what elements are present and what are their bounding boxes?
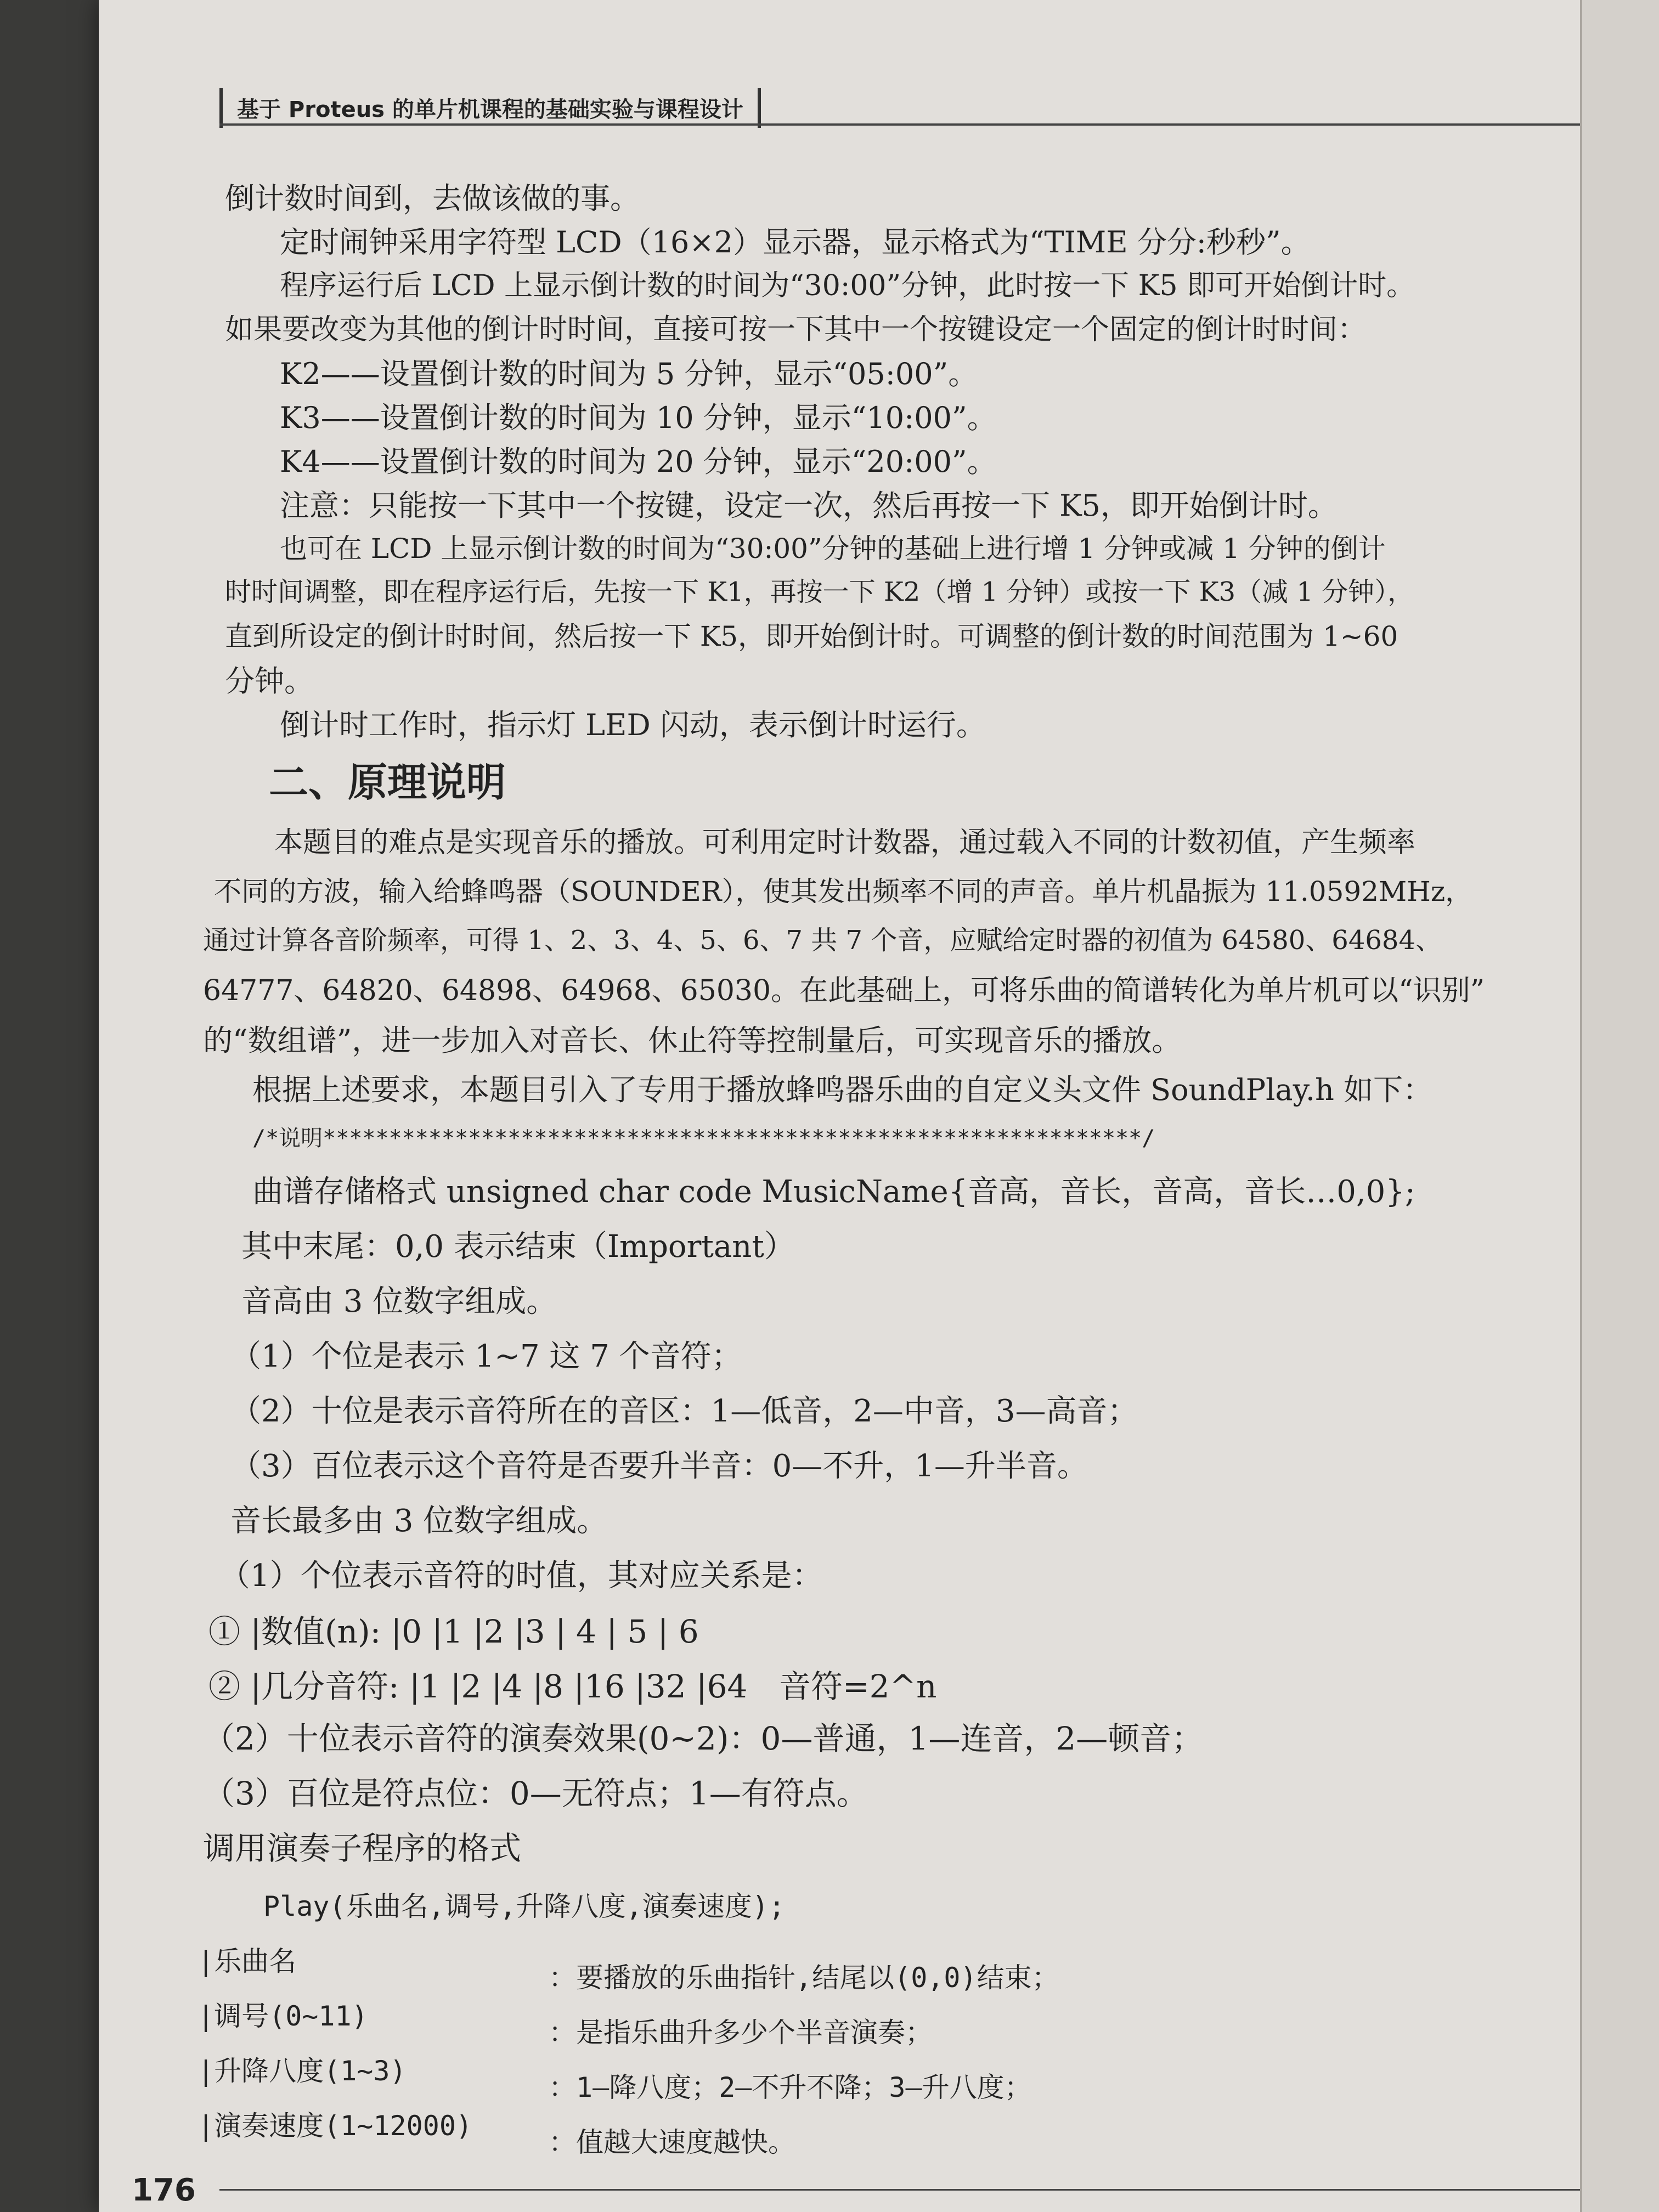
- section-heading: 二、原理说明: [269, 759, 506, 805]
- param-desc: ：值越大速度越快。: [549, 2126, 795, 2158]
- text-line: 音长最多由 3 位数字组成。: [230, 1503, 608, 1539]
- param-desc: ：要播放的乐曲指针,结尾以(0,0)结束；: [549, 1962, 1059, 1994]
- text-line: 的“数组谱”，进一步加入对音长、休止符等控制量后，可实现音乐的播放。: [203, 1023, 1182, 1058]
- param-desc: ：1—降八度；2—不升不降；3—升八度；: [549, 2072, 1032, 2103]
- text-line: （2）十位表示音符的演奏效果(0~2)：0—普通，1—连音，2—顿音；: [203, 1720, 1204, 1757]
- text-line: 分钟。: [225, 664, 314, 698]
- text-line: 程序运行后 LCD 上显示倒计数的时间为“30:00”分钟，此时按一下 K5 即可开始倒计时。: [280, 269, 1415, 302]
- text-line: 时时间调整，即在程序运行后，先按一下 K1，再按一下 K2（增 1 分钟）或按一下 K3（减 1 分钟），: [225, 577, 1414, 607]
- text-line: K4——设置倒计数的时间为 20 分钟，显示“20:00”。: [280, 444, 997, 479]
- param-name: |调号(0~11): [198, 2000, 368, 2032]
- param-name: |乐曲名: [198, 1945, 297, 1977]
- param-name: |升降八度(1~3): [198, 2055, 407, 2087]
- text-line: ① |数值(n): |0 |1 |2 |3 | 4 | 5 | 6: [208, 1613, 699, 1650]
- text-line: 音高由 3 位数字组成。: [241, 1284, 557, 1319]
- text-line: 本题目的难点是实现音乐的播放。可利用定时计数器，通过载入不同的计数初值，产生频率: [274, 826, 1416, 859]
- footer-rule: [219, 2189, 1580, 2191]
- text-line: （1）个位表示音符的时值，其对应关系是：: [219, 1558, 823, 1594]
- text-line: （1）个位是表示 1~7 这 7 个音符；: [230, 1339, 742, 1374]
- text-line: 64777、64820、64898、64968、65030。在此基础上，可将乐曲的简谱转化为单片机可以“识别”: [203, 974, 1485, 1007]
- text-line: 不同的方波，输入给蜂鸣器（SOUNDER），使其发出频率不同的声音。单片机晶振为 11.0592MHz，: [214, 876, 1473, 907]
- header-rule: [219, 123, 1580, 126]
- code-line: Play(乐曲名,调号,升降八度,演奏速度);: [263, 1891, 786, 1922]
- text-line: 倒计数时间到，去做该做的事。: [225, 181, 640, 216]
- text-line: 通过计算各音阶频率，可得 1、2、3、4、5、6、7 共 7 个音，应赋给定时器的初值为 64580、64684、: [203, 925, 1442, 956]
- code-comment-line: /*说明**************************************************************/: [252, 1126, 1155, 1151]
- book-page: [99, 0, 1580, 2212]
- text-line: 调用演奏子程序的格式: [203, 1830, 522, 1867]
- text-line: 根据上述要求，本题目引入了专用于播放蜂鸣器乐曲的自定义头文件 SoundPlay.h 如下：: [252, 1073, 1433, 1107]
- text-line: K3——设置倒计数的时间为 10 分钟，显示“10:00”。: [280, 400, 997, 435]
- text-line: 其中末尾：0,0 表示结束（Important）: [241, 1229, 795, 1265]
- text-line: 倒计时工作时，指示灯 LED 闪动，表示倒计时运行。: [280, 708, 986, 742]
- param-desc: ：是指乐曲升多少个半音演奏；: [549, 2017, 933, 2049]
- text-line: K2——设置倒计数的时间为 5 分钟，显示“05:00”。: [280, 357, 978, 391]
- text-line: 如果要改变为其他的倒计时时间，直接可按一下其中一个按键设定一个固定的倒计时时间：: [225, 313, 1367, 346]
- running-header: 基于 Proteus 的单片机课程的基础实验与课程设计: [219, 88, 761, 128]
- param-name: |演奏速度(1~12000): [198, 2110, 473, 2142]
- page-number: 176: [132, 2172, 196, 2208]
- text-line: ② |几分音符: |1 |2 |4 |8 |16 |32 |64: [208, 1668, 748, 1705]
- next-page-edge: [1580, 0, 1659, 2212]
- text-line: 直到所设定的倒计时时间，然后按一下 K5，即开始倒计时。可调整的倒计数的时间范围为 1~60: [225, 620, 1398, 652]
- text-line: 定时闹钟采用字符型 LCD（16×2）显示器，显示格式为“TIME 分分:秒秒”。: [280, 225, 1311, 259]
- text-line: （3）百位表示这个音符是否要升半音：0—不升，1—升半音。: [230, 1448, 1088, 1484]
- text-line: 曲谱存储格式 unsigned char code MusicName{音高，音长，音高，音长…0,0};: [252, 1174, 1415, 1210]
- text-line: 注意：只能按一下其中一个按键，设定一次，然后再按一下 K5，即开始倒计时。: [280, 488, 1338, 523]
- text-line: 音符=2^n: [779, 1668, 937, 1705]
- text-line: 也可在 LCD 上显示倒计数的时间为“30:00”分钟的基础上进行增 1 分钟或减 1 分钟的倒计: [280, 533, 1386, 565]
- text-line: （2）十位是表示音符所在的音区：1—低音，2—中音，3—高音；: [230, 1393, 1138, 1429]
- text-line: （3）百位是符点位：0—无符点；1—有符点。: [203, 1775, 868, 1812]
